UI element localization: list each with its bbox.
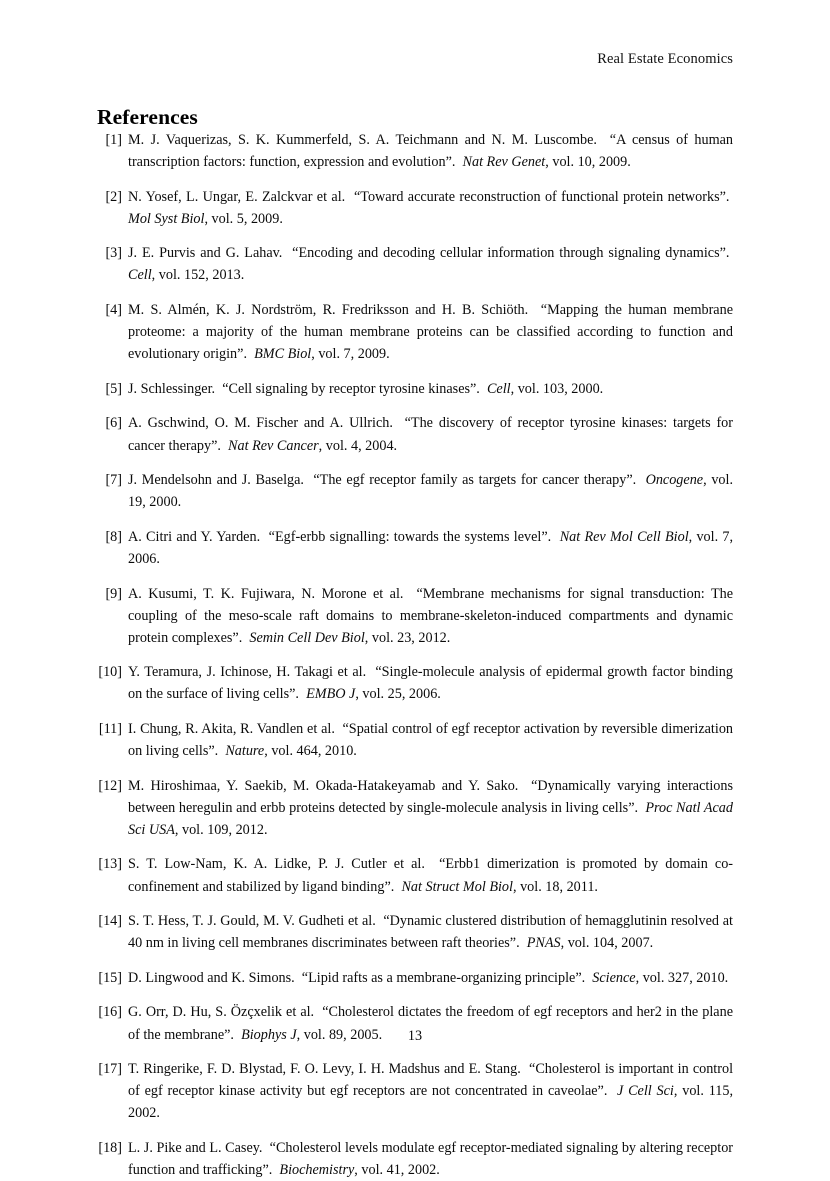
reference-journal: J Cell Sci (617, 1083, 674, 1100)
running-header: Real Estate Economics (597, 51, 733, 67)
reference-number: [1] (105, 132, 122, 148)
reference-text (128, 242, 733, 286)
reference-entry (97, 299, 733, 365)
reference-entry (97, 129, 733, 173)
reference-text (128, 967, 733, 989)
reference-entry (97, 378, 733, 400)
reference-entry (97, 469, 733, 513)
reference-journal: PNAS (526, 935, 561, 952)
reference-text (128, 186, 733, 230)
reference-authors: M. Hiroshimaa, Y. Saekib, M. Okada-Hatakeyamab and Y. Sako. (128, 777, 519, 794)
reference-volume-year: , vol. 7, 2006. (128, 528, 734, 567)
reference-title: “Dynamic clustered distribution of hemagglutinin resolved at 40 nm in living cell membranes discriminates between raft theories”. (128, 913, 733, 952)
reference-number: [9] (105, 585, 122, 602)
reference-number: [6] (105, 415, 122, 432)
reference-authors: A. Gschwind, O. M. Fischer and A. Ullrich. (128, 415, 393, 432)
reference-authors: G. Orr, D. Hu, S. Özçxelik et al. (128, 1004, 315, 1021)
reference-title: “Spatial control of egf receptor activation by reversible dimerization on living cells”. (128, 720, 734, 760)
reference-authors: M. S. Almén, K. J. Nordström, R. Fredriksson and H. B. Schiöth. (128, 302, 529, 319)
reference-journal: Nature (225, 743, 265, 760)
reference-volume-year: , vol. 25, 2006. (355, 686, 441, 703)
reference-number: [5] (105, 380, 122, 397)
reference-number: [12] (98, 777, 122, 794)
reference-authors: I. Chung, R. Akita, R. Vandlen et al. (128, 720, 335, 737)
reference-journal: Cell (128, 267, 152, 284)
reference-number: [8] (105, 528, 122, 545)
reference-number: [17] (98, 1061, 122, 1078)
reference-entry (97, 526, 733, 570)
reference-number: [14] (98, 913, 122, 930)
reference-authors: Y. Teramura, J. Ichinose, H. Takagi et al. (128, 664, 367, 681)
reference-volume-year: , vol. 23, 2012. (364, 629, 451, 646)
section-heading-references: References (97, 105, 198, 130)
reference-volume-year: , vol. 5, 2009. (204, 210, 283, 227)
reference-journal: Science (592, 969, 636, 986)
reference-title: “Egf-erbb signalling: towards the systems level”. (268, 528, 552, 545)
reference-text (128, 1137, 733, 1181)
reference-entry (97, 1137, 733, 1181)
reference-text (128, 412, 733, 456)
reference-entry (97, 186, 733, 230)
reference-authors: J. Schlessinger. (128, 380, 216, 397)
reference-number: [11] (98, 720, 122, 737)
reference-number: [2] (105, 188, 122, 205)
reference-number: [4] (105, 302, 122, 319)
reference-authors: A. Kusumi, T. K. Fujiwara, N. Morone et al. (128, 585, 404, 602)
reference-authors: J. E. Purvis and G. Lahav. (128, 245, 283, 262)
reference-text (128, 853, 733, 897)
reference-text (128, 378, 733, 400)
reference-volume-year: , vol. 104, 2007. (560, 935, 654, 952)
reference-number: [18] (98, 1139, 122, 1156)
reference-journal: Nat Rev Mol Cell Biol (559, 528, 689, 545)
reference-title: “Cholesterol dictates the freedom of egf receptors and her2 in the plane of the membrane”. (128, 1004, 733, 1043)
reference-text (128, 718, 733, 762)
reference-number: [16] (98, 1004, 122, 1021)
reference-authors: S. T. Hess, T. J. Gould, M. V. Gudheti et al. (128, 913, 376, 930)
reference-title: “Encoding and decoding cellular information through signaling dynamics”. (292, 245, 730, 262)
reference-journal: BMC Biol (254, 346, 312, 363)
reference-title: “Mapping the human membrane proteome: a majority of the human membrane proteins can be classified according to function and evolutionary origin”. (128, 302, 733, 363)
reference-entry (97, 1058, 733, 1124)
reference-journal: Biochemistry (279, 1161, 355, 1178)
reference-title: “Membrane mechanisms for signal transduction: The coupling of the meso-scale raft domains to membrane-skeleton-induced compartments and dynamic protein complexes”. (128, 585, 734, 646)
reference-authors: M. J. Vaquerizas, S. K. Kummerfeld, S. A. Teichmann and N. M. Luscombe. (128, 132, 597, 148)
reference-title: “Cholesterol levels modulate egf receptor-mediated signaling by altering receptor function and trafficking”. (128, 1139, 734, 1178)
reference-journal: Semin Cell Dev Biol (249, 629, 365, 646)
reference-volume-year: , vol. 103, 2000. (510, 380, 604, 397)
reference-text (128, 583, 733, 649)
reference-title: “Dynamically varying interactions between heregulin and erbb proteins detected by single-molecule analysis in living cells”. (128, 777, 733, 816)
reference-number: [3] (105, 245, 122, 262)
reference-text (128, 775, 733, 841)
reference-text (128, 910, 733, 954)
reference-text (128, 299, 733, 365)
reference-journal: Nat Rev Cancer (228, 437, 319, 454)
reference-volume-year: , vol. 10, 2009. (545, 154, 631, 171)
reference-title: “Cholesterol is important in control of egf receptor kinase activity but egf receptors are not concentrated in caveolae”. (128, 1061, 734, 1100)
reference-authors: S. T. Low-Nam, K. A. Lidke, P. J. Cutler et al. (128, 856, 425, 873)
reference-volume-year: , vol. 89, 2005. (296, 1026, 383, 1043)
reference-journal: EMBO J (306, 686, 356, 703)
reference-volume-year: , vol. 327, 2010. (635, 969, 729, 986)
page-number: 13 (407, 1028, 423, 1044)
reference-title: “Erbb1 dimerization is promoted by domain co-confinement and stabilized by ligand binding”. (128, 856, 734, 895)
reference-title: “Lipid rafts as a membrane-organizing principle”. (301, 969, 586, 986)
reference-text (128, 129, 733, 173)
reference-entry (97, 412, 733, 456)
reference-volume-year: , vol. 7, 2009. (311, 346, 390, 363)
reference-number: [15] (98, 969, 122, 986)
reference-title: “Single-molecule analysis of epidermal growth factor binding on the surface of living cells”. (128, 664, 733, 703)
reference-entry (97, 967, 733, 989)
reference-entry (97, 242, 733, 286)
reference-title: “Cell signaling by receptor tyrosine kinases”. (222, 380, 480, 397)
reference-authors: N. Yosef, L. Ungar, E. Zalckvar et al. (128, 188, 346, 205)
reference-volume-year: , vol. 41, 2002. (354, 1161, 440, 1178)
reference-entry (97, 661, 733, 705)
reference-authors: D. Lingwood and K. Simons. (128, 969, 295, 986)
reference-number: [13] (98, 856, 122, 873)
reference-volume-year: , vol. 115, 2002. (128, 1083, 733, 1122)
reference-journal: Oncogene (645, 472, 704, 489)
reference-journal: Mol Syst Biol (128, 210, 205, 227)
reference-journal: Nat Rev Genet (462, 154, 546, 171)
reference-title: “A census of human transcription factors: function, expression and evolution”. (128, 132, 734, 171)
reference-text (128, 526, 733, 570)
reference-title: “Toward accurate reconstruction of functional protein networks”. (353, 188, 730, 205)
reference-number: [7] (105, 472, 122, 489)
reference-text (128, 661, 733, 705)
reference-entry (97, 718, 733, 762)
reference-journal: Biophys J (241, 1026, 297, 1043)
reference-entry (97, 775, 733, 841)
reference-volume-year: , vol. 152, 2013. (151, 267, 245, 284)
reference-title: “The discovery of receptor tyrosine kinases: targets for cancer therapy”. (128, 415, 733, 454)
reference-number: [10] (98, 664, 122, 681)
reference-authors: A. Citri and Y. Yarden. (128, 528, 261, 545)
reference-journal: Proc Natl Acad Sci USA (128, 799, 733, 838)
reference-volume-year: , vol. 464, 2010. (264, 743, 357, 760)
reference-authors: L. J. Pike and L. Casey. (128, 1139, 263, 1156)
reference-entry (97, 583, 733, 649)
reference-volume-year: , vol. 19, 2000. (128, 472, 734, 511)
reference-volume-year: , vol. 18, 2011. (512, 878, 598, 895)
reference-volume-year: , vol. 109, 2012. (174, 821, 268, 838)
reference-text (128, 1058, 733, 1124)
reference-title: “The egf receptor family as targets for cancer therapy”. (313, 472, 637, 489)
reference-journal: Nat Struct Mol Biol (401, 878, 513, 895)
reference-journal: Cell (486, 380, 511, 397)
reference-list (97, 129, 733, 1181)
reference-authors: T. Ringerike, F. D. Blystad, F. O. Levy, I. H. Madshus and E. Stang. (128, 1061, 521, 1078)
reference-entry (97, 910, 733, 954)
reference-volume-year: , vol. 4, 2004. (318, 437, 398, 454)
reference-text (128, 469, 733, 513)
reference-authors: J. Mendelsohn and J. Baselga. (128, 472, 304, 489)
reference-entry (97, 853, 733, 897)
